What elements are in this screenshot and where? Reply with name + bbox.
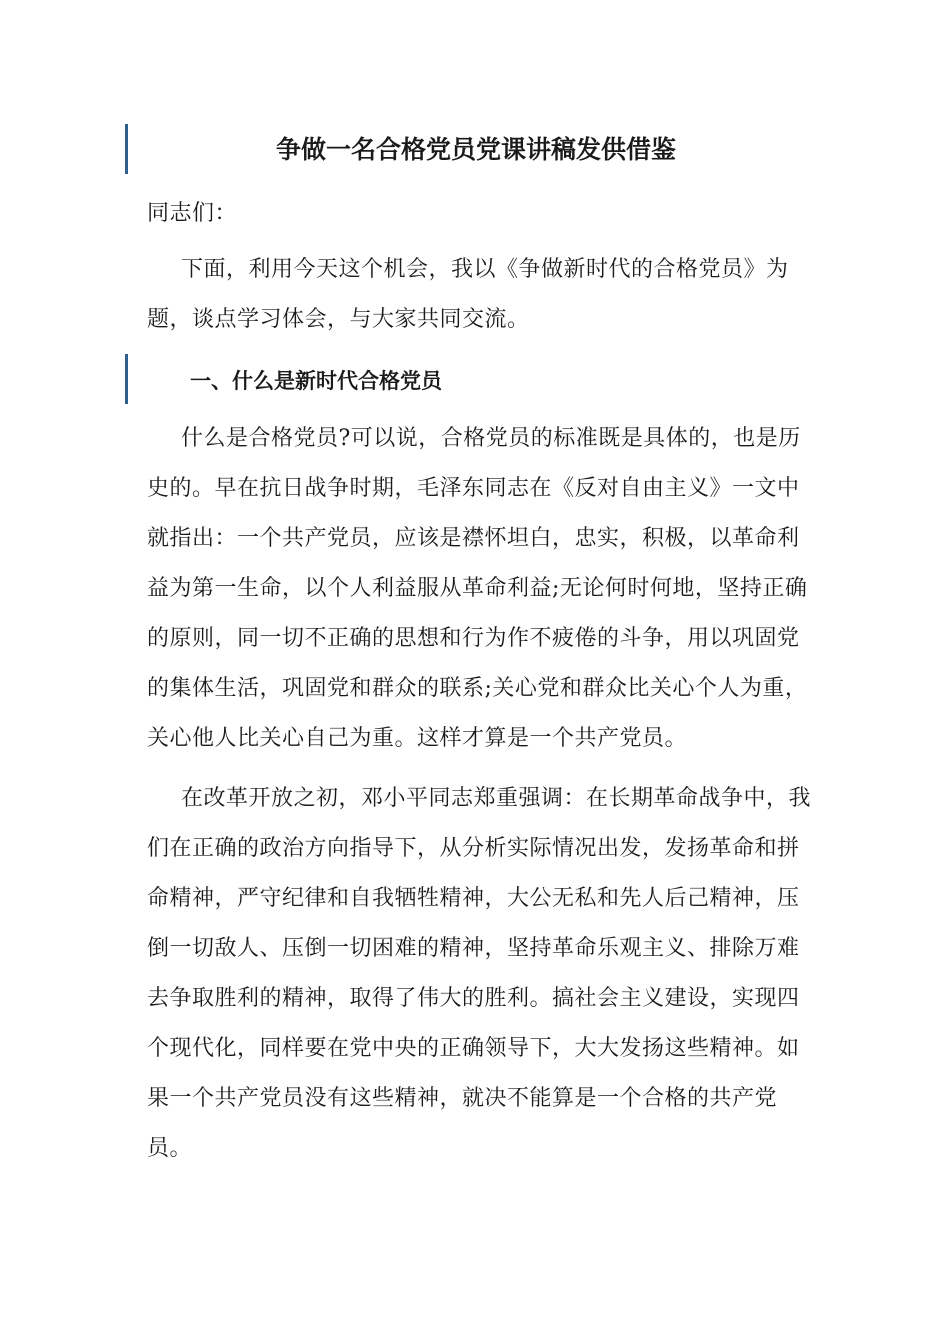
salutation: 同志们： xyxy=(147,201,238,226)
body-paragraph-1: 什么是合格党员?可以说，合格党员的标准既是具体的，也是历史的。早在抗日战争时期，毛泽东同志在《反对自由主义》一文中就指出：一个共产党员，应该是襟怀坦白，忠实，积极，以革命利益为第一生命，以个人利益服从革命利益;无论何时何地，坚持正确的原则，同一切不正确的思想和行为作不疲倦的斗争，用以巩固党的集体生活，巩固党和群众的联系;关心党和群众比关心个人为重，关心他人比关心自己为重。这样才算是一个共产党员。 xyxy=(147,426,808,751)
body-paragraph-2: 在改革开放之初，邓小平同志郑重强调：在长期革命战争中，我们在正确的政治方向指导下，从分析实际情况出发，发扬革命和拼命精神，严守纪律和自我牺牲精神，大公无私和先人后己精神，压倒一切敌人、压倒一切困难的精神，坚持革命乐观主义、排除万难去争取胜利的精神，取得了伟大的胜利。搞社会主义建设，实现四个现代化，同样要在党中央的正确领导下，大大发扬这些精神。如果一个共产党员没有这些精神，就决不能算是一个合格的共产党员。 xyxy=(147,786,812,1161)
intro-paragraph: 下面，利用今天这个机会，我以《争做新时代的合格党员》为题，谈点学习体会，与大家共同交流。 xyxy=(147,257,789,332)
section-accent-bar xyxy=(125,354,128,404)
title-accent-bar xyxy=(125,124,128,174)
document-title: 争做一名合格党员党课讲稿发供借鉴 xyxy=(275,135,676,164)
section-heading: 一、什么是新时代合格党员 xyxy=(190,369,442,393)
